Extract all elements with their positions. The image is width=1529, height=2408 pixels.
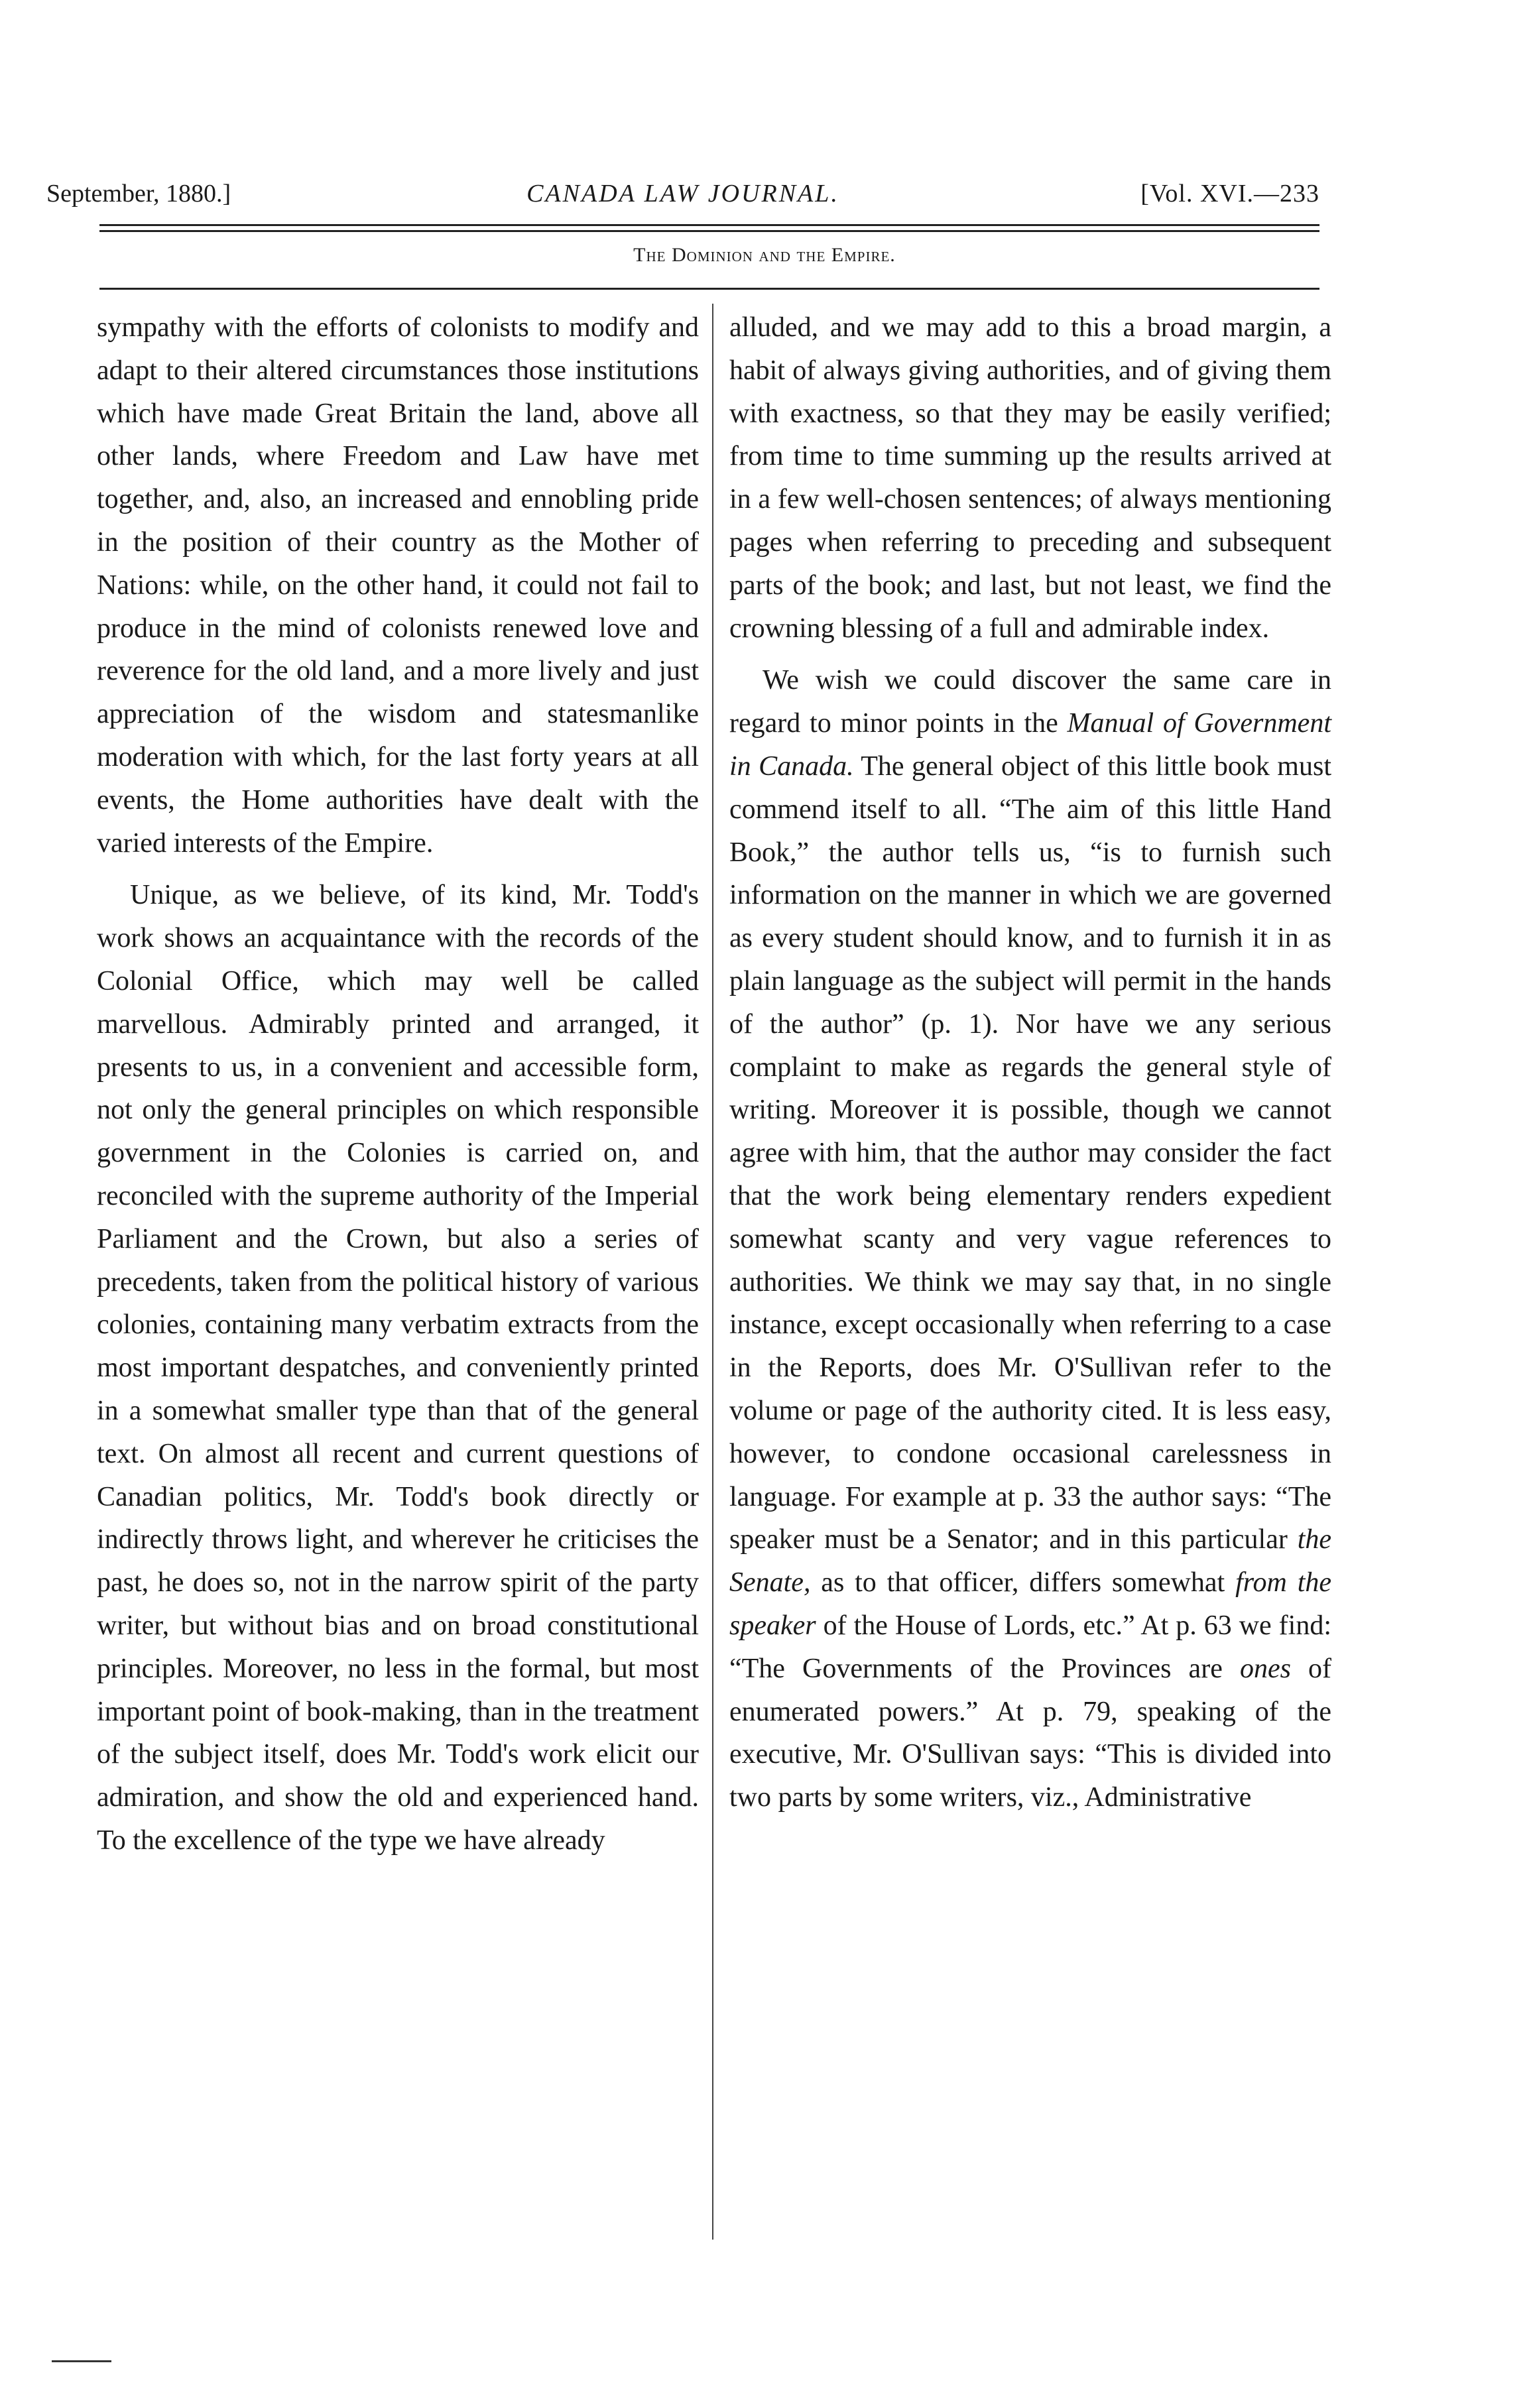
right-paragraph-1: alluded, and we may add to this a broad margin, a habit of always giving authorities, and of giving them with exactness, so that they may be easily verified; from time to time summing up the results arrived at in a few well-chosen sentences; of always mentioning pages when referring to preceding and subsequent parts of the book; and last, but not least, we find the crowning blessing of a full and admirable index. <box>729 312 1331 644</box>
left-paragraph-2: Unique, as we believe, of its kind, Mr. Todd's work shows an acquaintance with the records of the Colonial Office, which may well be called marvellous. Admirably printed and arranged, it presents to us, in a convenient and accessible form, not only the general principles on which responsible government in the Colonies is carried on, and reconciled with the supreme authority of the Imperial Parliament and the Crown, but also a series of precedents, taken from the political history of various colonies, containing many verbatim extracts from the most important despatches, and conveniently printed in a somewhat smaller type than that of the general text. On almost all recent and current questions of Canadian politics, Mr. Todd's book directly or indirectly throws light, and wherever he criticises the past, he does so, not in the narrow spirit of the party writer, but without bias and on broad constitutional principles. Moreover, no less in the formal, but most important point of book-making, than in the treatment of the subject itself, does Mr. Todd's work elicit our admiration, and show the old and experienced hand. To the excellence of the type we have already <box>97 880 699 1856</box>
text-segment: as to that officer, differs somewhat <box>821 1567 1225 1598</box>
emphasis-ones: ones <box>1239 1653 1291 1684</box>
text-segment: The general object of this little book must commend itself to all. “The aim of this little Hand Book,” the author tells us, “is to furnish such information on the manner in which we are governed as every student should know, and to furnish it in as plain language as the subject will permit in the hands of the author” (p. 1). Nor have we any serious complaint to make as regards the general style of writing. Moreover it is possible, though we cannot agree with him, that the author may consider the fact that the work being elementary renders expedient somewhat scanty and very vague references to authorities. We think we may say that, in no single instance, except occasionally when referring to a case in the Reports, does Mr. O'Sullivan refer to the volume or page of the authority cited. It is less easy, however, to condone occasional carelessness in language. For example at p. 33 the author says: “The speaker must be a Senator; and in this particular <box>729 751 1331 1555</box>
text-segment: We wish we could discover the same care in regard to minor points in the <box>729 665 1331 739</box>
header-journal-title: CANADA LAW JOURNAL. <box>526 180 839 208</box>
left-paragraph-1: sympathy with the efforts of colonists to modify and adapt to their altered circumstances those institutions which have made Great Britain the land, above all other lands, where Freedom and Law have met together, and, also, an increased and ennobling pride in the position of their country as the Mother of Nations: while, on the other hand, it could not fail to produce in the mind of colonists renewed love and reverence for the old land, and a more lively and just appreciation of the wisdom and statesmanlike moderation with which, for the last forty years at all events, the Home authorities have dealt with the varied interests of the Empire. <box>97 312 699 859</box>
running-header <box>46 174 1319 213</box>
left-column <box>97 306 699 1862</box>
right-column <box>729 306 1331 1819</box>
header-volume-page: [Vol. XVI.—233 <box>1140 180 1319 208</box>
right-paragraph-2 <box>729 659 1331 1819</box>
header-double-rule <box>99 224 1319 232</box>
emphasis-from-the-speaker: from the speaker <box>729 1567 1332 1641</box>
emphasis-the-senate: the Senate, <box>729 1524 1331 1598</box>
section-title: The Dominion and the Empire. <box>633 244 896 266</box>
text-segment: of enumerated powers.” At p. 79, speaking of the executive, Mr. O'Sullivan says: “This is divided into two parts by some writers, viz., Administrative <box>729 1653 1332 1813</box>
section-rule <box>99 288 1319 290</box>
text-segment: of the House of Lords, etc.” At p. 63 we find: “The Governments of the Provinces are <box>729 1610 1331 1684</box>
footer-mark <box>52 2360 111 2362</box>
column-divider <box>712 304 713 2240</box>
book-title-manual: Manual of Government in Canada. <box>729 708 1331 782</box>
header-date: September, 1880.] <box>46 180 231 208</box>
